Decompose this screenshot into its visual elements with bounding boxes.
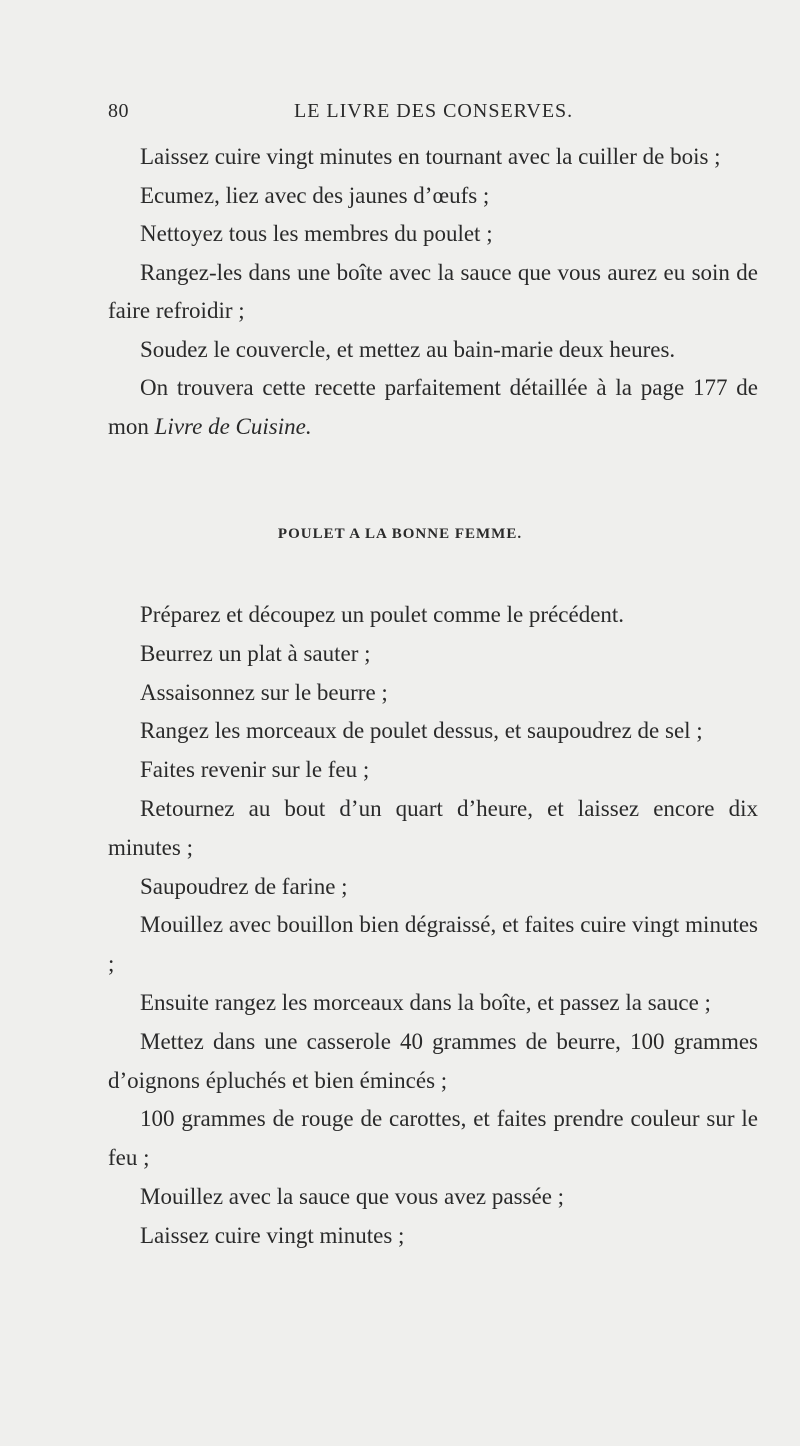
- section-2-text: [108, 596, 758, 1256]
- running-title: LE LIVRE DES CONSERVES.: [294, 100, 574, 122]
- paragraph: Rangez les morceaux de poulet dessus, et saupoudrez de sel ;: [140, 718, 703, 744]
- paragraph: Beurrez un plat à sauter ;: [140, 640, 371, 666]
- paragraph: Nettoyez tous les membres du poulet ;: [140, 221, 493, 246]
- paragraph: Mettez dans une casserole 40 grammes de beurre, 100 grammes d’oignons épluchés et bien émincés ;: [108, 1028, 758, 1093]
- paragraph: Mouillez avec la sauce que vous avez passée ;: [140, 1183, 565, 1209]
- section-1-text: [108, 138, 758, 446]
- section-title: POULET A LA BONNE FEMME.: [277, 526, 523, 542]
- page-header: [108, 100, 758, 136]
- paragraph: Ecumez, liez avec des jaunes d’œufs ;: [140, 182, 490, 208]
- paragraph: 100 grammes de rouge de carottes, et faites prendre couleur sur le feu ;: [108, 1106, 758, 1171]
- book-title-italic: Livre de Cuisine.: [154, 413, 312, 439]
- paragraph: Laissez cuire vingt minutes ;: [140, 1222, 405, 1248]
- paragraph: Retournez au bout d’un quart d’heure, et laissez encore dix minutes ;: [108, 795, 758, 860]
- paragraph: Soudez le couvercle, et mettez au bain-marie deux heures.: [140, 336, 676, 362]
- paragraph: Mouillez avec bouillon bien dégraissé, et faites cuire vingt minutes ;: [108, 912, 758, 977]
- paragraph: Faites revenir sur le feu ;: [140, 757, 370, 783]
- paragraph: Laissez cuire vingt minutes en tournant avec la cuiller de bois ;: [140, 144, 721, 169]
- paragraph: Préparez et découpez un poulet comme le précédent.: [140, 602, 625, 627]
- page-number: 80: [108, 100, 129, 122]
- paragraph: Assaisonnez sur le beurre ;: [140, 679, 388, 705]
- paragraph: Ensuite rangez les morceaux dans la boîte, et passez la sauce ;: [140, 989, 711, 1015]
- reference-text: On trouvera cette recette parfaitement détaillée à la page 177 de mon: [108, 375, 758, 439]
- paragraph: Saupoudrez de farine ;: [140, 873, 348, 899]
- paragraph: Rangez-les dans une boîte avec la sauce que vous aurez eu soin de faire refroidir ;: [108, 259, 758, 323]
- paragraph-reference: [108, 369, 758, 446]
